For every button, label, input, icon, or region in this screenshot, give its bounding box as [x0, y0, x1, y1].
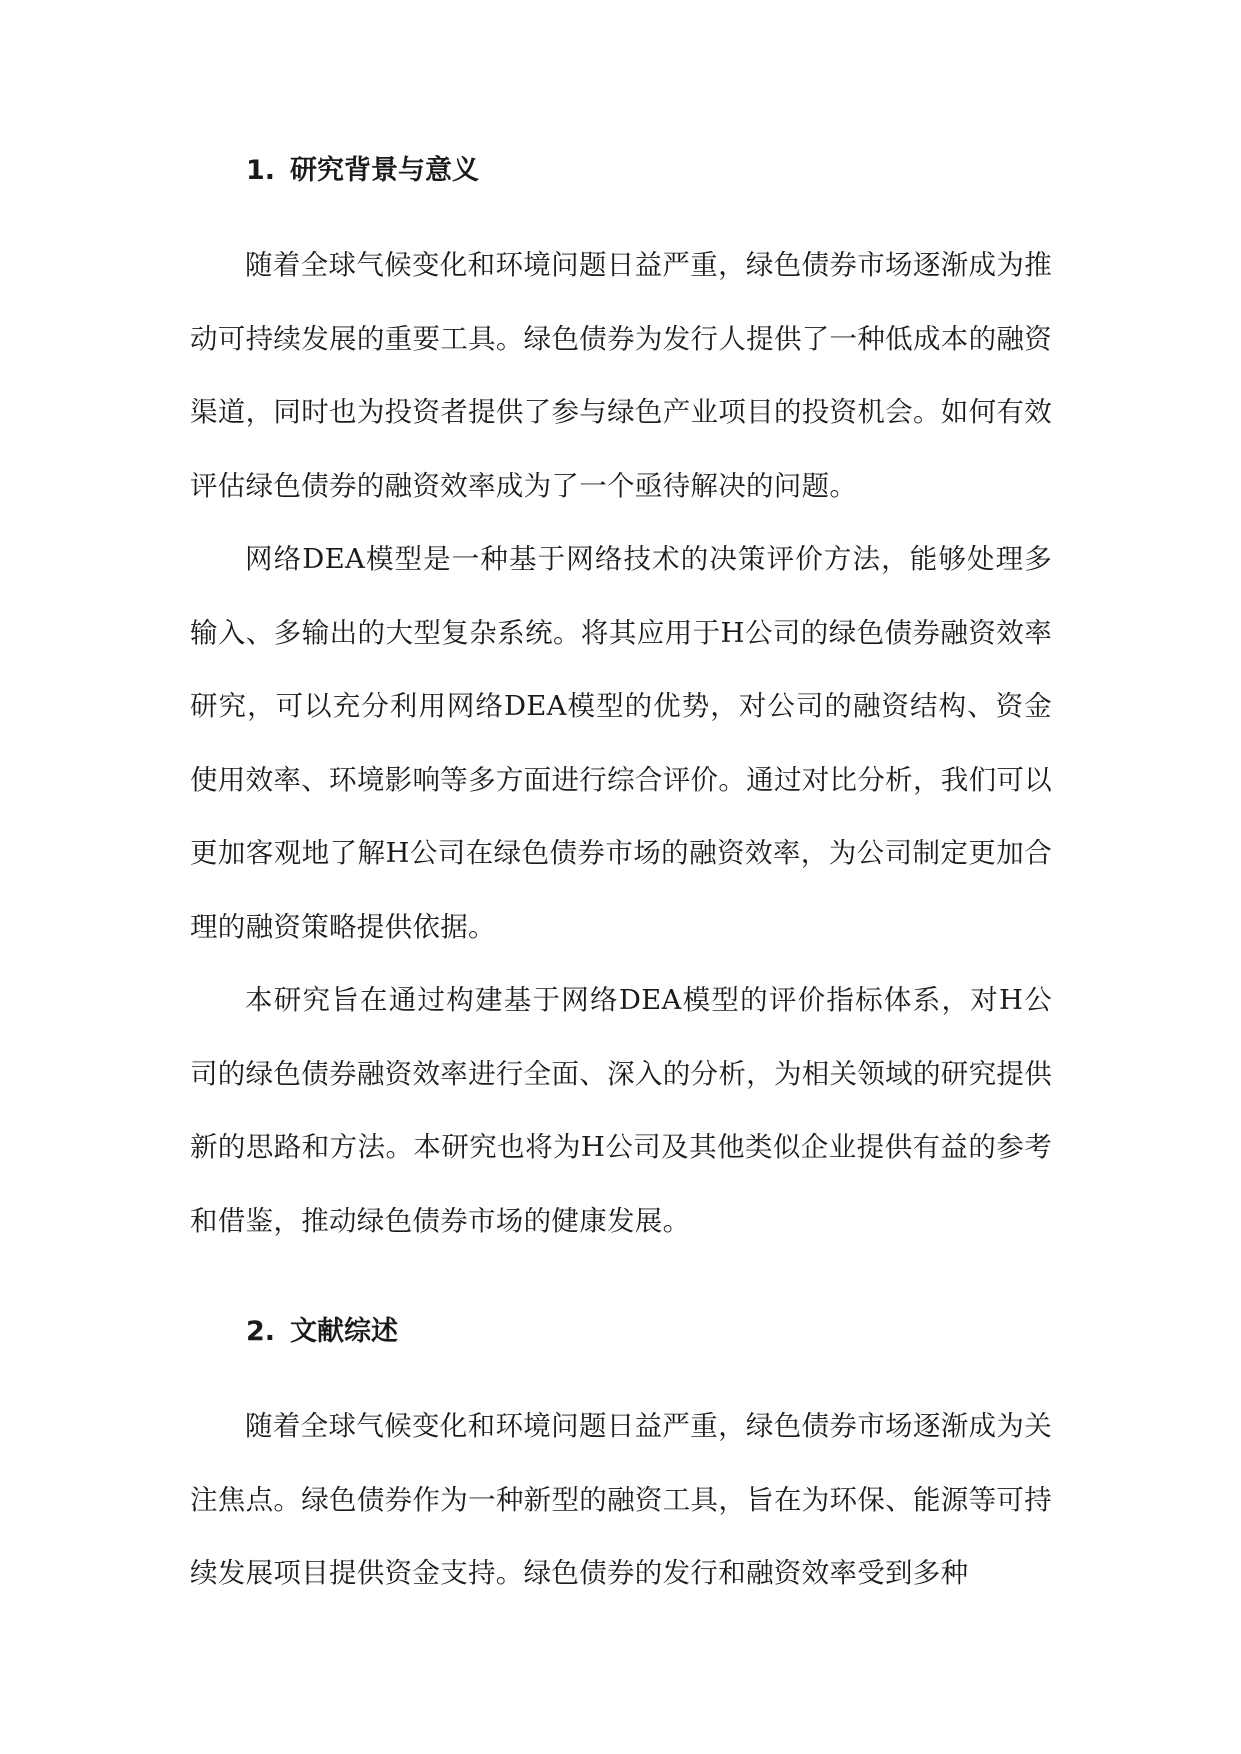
section-heading: [190, 1312, 1052, 1352]
section-heading: [190, 151, 1052, 191]
section-title: 研究背景与意义: [290, 155, 479, 186]
paragraph: 随着全球气候变化和环境问题日益严重，绿色债券市场逐渐成为关注焦点。绿色债券作为一种新型的融资工具，旨在为环保、能源等可持续发展项目提供资金支持。绿色债券的发行和融资效率受到多种: [190, 1410, 1052, 1589]
section-number: 1.: [246, 155, 276, 186]
section-research-background: [190, 151, 1052, 1258]
paragraph: 随着全球气候变化和环境问题日益严重，绿色债券市场逐渐成为推动可持续发展的重要工具。绿色债券为发行人提供了一种低成本的融资渠道，同时也为投资者提供了参与绿色产业项目的投资机会。如何有效评估绿色债券的融资效率成为了一个亟待解决的问题。: [190, 249, 1052, 502]
section-title: 文献综述: [290, 1316, 398, 1347]
paragraph: 本研究旨在通过构建基于网络DEA模型的评价指标体系，对H公司的绿色债券融资效率进行全面、深入的分析，为相关领域的研究提供新的思路和方法。本研究也将为H公司及其他类似企业提供有益的参考和借鉴，推动绿色债券市场的健康发展。: [190, 984, 1052, 1237]
section-number: 2.: [246, 1316, 276, 1347]
section-literature-review: [190, 1312, 1052, 1611]
paragraph: 网络DEA模型是一种基于网络技术的决策评价方法，能够处理多输入、多输出的大型复杂系统。将其应用于H公司的绿色债券融资效率研究，可以充分利用网络DEA模型的优势，对公司的融资结构、资金使用效率、环境影响等多方面进行综合评价。通过对比分析，我们可以更加客观地了解H公司在绿色债券市场的融资效率，为公司制定更加合理的融资策略提供依据。: [190, 543, 1052, 943]
